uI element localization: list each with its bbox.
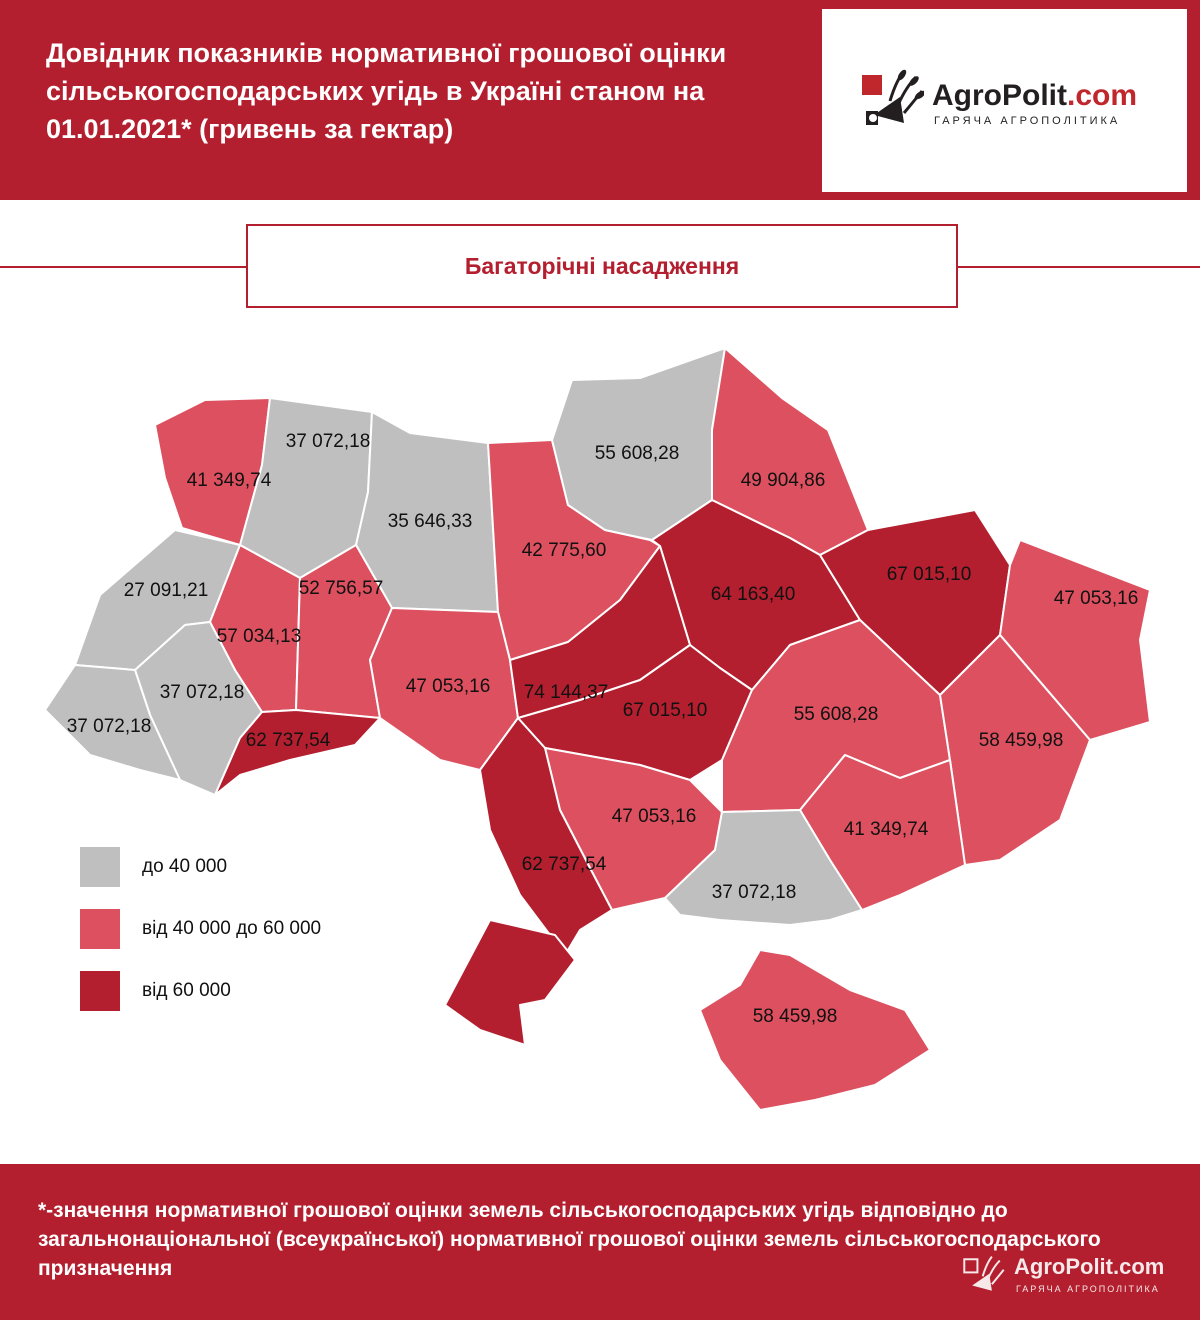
footer-logo[interactable] (962, 1254, 1182, 1310)
region-crimea[interactable] (700, 950, 930, 1110)
region-value-donetsk: 58 459,98 (978, 730, 1064, 751)
region-value-kharkiv: 67 015,10 (886, 564, 972, 585)
region-value-cherkasy: 74 144,37 (523, 682, 609, 703)
subtitle: Багаторічні насадження (464, 252, 740, 279)
region-value-crimea: 58 459,98 (752, 1006, 838, 1027)
logo-box[interactable] (822, 9, 1187, 192)
region-value-chernihiv: 55 608,28 (594, 443, 680, 464)
region-odesa-south[interactable] (445, 920, 575, 1045)
legend-swatch-low (80, 847, 120, 887)
legend-item-high (80, 971, 400, 1011)
footer-logo-name: AgroPolit.com (1014, 1254, 1165, 1279)
legend-label-mid: від 40 000 до 60 000 (142, 918, 322, 939)
region-value-zakarpattia: 37 072,18 (66, 716, 152, 737)
region-value-zhytomyr: 35 646,33 (387, 511, 473, 532)
footnote: *-значення нормативної грошової оцінки земель сільськогосподарських угідь відповідно до загальнонаціональної (всеукраїнської) нормативної грошової оцінки земель сільськогосподарського призначення (38, 1199, 1101, 1280)
region-value-volyn: 41 349,74 (186, 470, 272, 491)
region-value-ternopil: 57 034,13 (216, 626, 302, 647)
legend-item-low (80, 847, 400, 887)
ukraine-map (0, 300, 1200, 1160)
logo-tagline: ГАРЯЧА АГРОПОЛІТИКА (934, 115, 1121, 127)
page-title: Довідник показників нормативної грошової оцінки сільськогосподарських угідь в Україні станом на 01.01.2021* (гривень за гектар) (46, 38, 727, 144)
map-svg (0, 300, 1200, 1160)
region-value-luhansk: 47 053,16 (1053, 588, 1139, 609)
legend-swatch-mid (80, 909, 120, 949)
legend-swatch-high (80, 971, 120, 1011)
region-value-ivano-frankivsk: 37 072,18 (159, 682, 245, 703)
legend-item-mid (80, 909, 400, 949)
megaphone-wheat-icon (962, 1254, 1006, 1300)
region-value-odesa: 62 737,54 (521, 854, 607, 875)
region-value-zaporizhzhia: 41 349,74 (843, 819, 929, 840)
region-value-rivne: 37 072,18 (285, 431, 371, 452)
region-value-poltava: 64 163,40 (710, 584, 796, 605)
region-value-sumy: 49 904,86 (740, 470, 826, 491)
subtitle-rule-right (958, 266, 1200, 268)
region-value-mykolaiv: 47 053,16 (611, 806, 697, 827)
logo-domain: .com (1067, 79, 1138, 112)
region-value-vinnytsia: 47 053,16 (405, 676, 491, 697)
region-value-dnipropetrovsk: 55 608,28 (793, 704, 879, 725)
logo-wordmark (932, 79, 1137, 113)
region-value-lviv: 27 091,21 (123, 580, 209, 601)
subtitle-rule-left (0, 266, 246, 268)
megaphone-wheat-icon (860, 67, 924, 137)
region-value-kyiv: 42 775,60 (521, 540, 607, 561)
region-value-kirovohrad: 67 015,10 (622, 700, 708, 721)
header-banner (0, 0, 1200, 200)
subtitle-box (246, 224, 958, 308)
footer-logo-tagline: ГАРЯЧА АГРОПОЛІТИКА (1016, 1284, 1160, 1294)
legend-label-high: від 60 000 (142, 980, 231, 1001)
footer-banner (0, 1164, 1200, 1320)
legend-label-low: до 40 000 (142, 856, 228, 877)
logo-name: AgroPolit (932, 79, 1067, 112)
region-value-chernivtsi: 62 737,54 (245, 730, 331, 751)
region-value-khmelnytskyi: 52 756,57 (298, 578, 384, 599)
region-value-kherson: 37 072,18 (711, 882, 797, 903)
